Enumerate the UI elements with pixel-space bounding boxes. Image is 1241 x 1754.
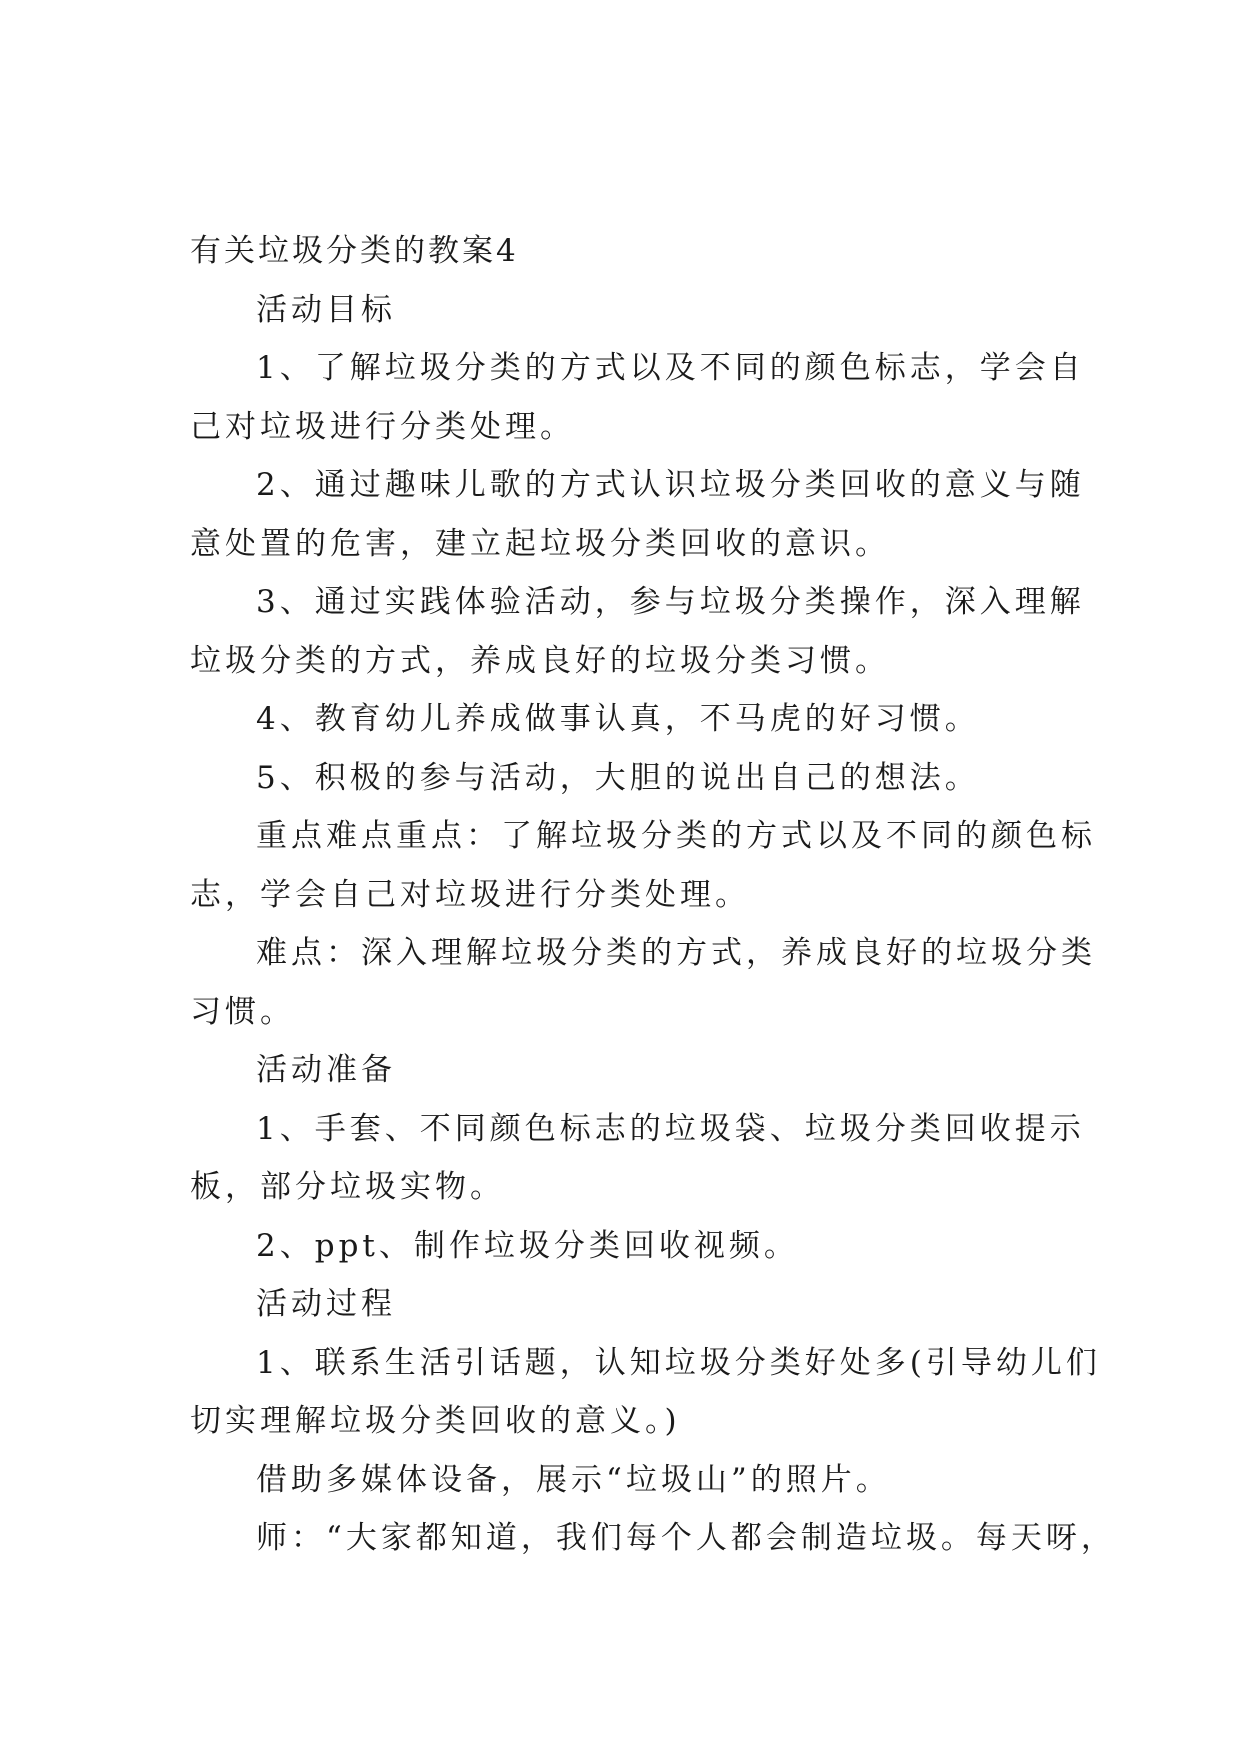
paragraph-line: 垃圾分类的方式，养成良好的垃圾分类习惯。 (190, 642, 890, 679)
paragraph-line: 意处置的危害，建立起垃圾分类回收的意识。 (190, 525, 890, 562)
paragraph-line: 5、积极的参与活动，大胆的说出自己的想法。 (256, 759, 980, 796)
paragraph-line: 重点难点重点：了解垃圾分类的方式以及不同的颜色标 (256, 818, 1096, 854)
paragraph-line: 师：“大家都知道，我们每个人都会制造垃圾。每天呀， (256, 1520, 1116, 1556)
paragraph-line: 3、通过实践体验活动，参与垃圾分类操作，深入理解 (256, 584, 1085, 620)
paragraph-line: 4、教育幼儿养成做事认真，不马虎的好习惯。 (256, 701, 980, 737)
paragraph-line: 切实理解垃圾分类回收的意义。) (190, 1403, 681, 1439)
paragraph-line: 1、了解垃圾分类的方式以及不同的颜色标志，学会自 (256, 350, 1085, 386)
paragraph-line: 活动过程 (256, 1286, 396, 1322)
paragraph-line: 2、ppt、制作垃圾分类回收视频。 (256, 1227, 799, 1264)
document-title: 有关垃圾分类的教案4 (190, 233, 519, 269)
paragraph-line: 活动准备 (256, 1052, 396, 1088)
paragraph-line: 1、联系生活引话题，认知垃圾分类好处多(引导幼儿们 (256, 1344, 1101, 1381)
paragraph-line: 习惯。 (190, 993, 295, 1030)
paragraph-line: 2、通过趣味儿歌的方式认识垃圾分类回收的意义与随 (256, 467, 1085, 503)
paragraph-line: 1、手套、不同颜色标志的垃圾袋、垃圾分类回收提示 (256, 1110, 1085, 1147)
paragraph-line: 活动目标 (256, 291, 396, 328)
paragraph-line: 借助多媒体设备，展示“垃圾山”的照片。 (256, 1461, 891, 1498)
paragraph-line: 难点：深入理解垃圾分类的方式，养成良好的垃圾分类 (256, 935, 1096, 971)
document-body (190, 281, 1116, 1568)
paragraph-line: 板，部分垃圾实物。 (190, 1169, 505, 1205)
paragraph-line: 己对垃圾进行分类处理。 (190, 408, 575, 445)
document-page (190, 222, 1116, 1568)
paragraph-line: 志，学会自己对垃圾进行分类处理。 (190, 876, 750, 913)
